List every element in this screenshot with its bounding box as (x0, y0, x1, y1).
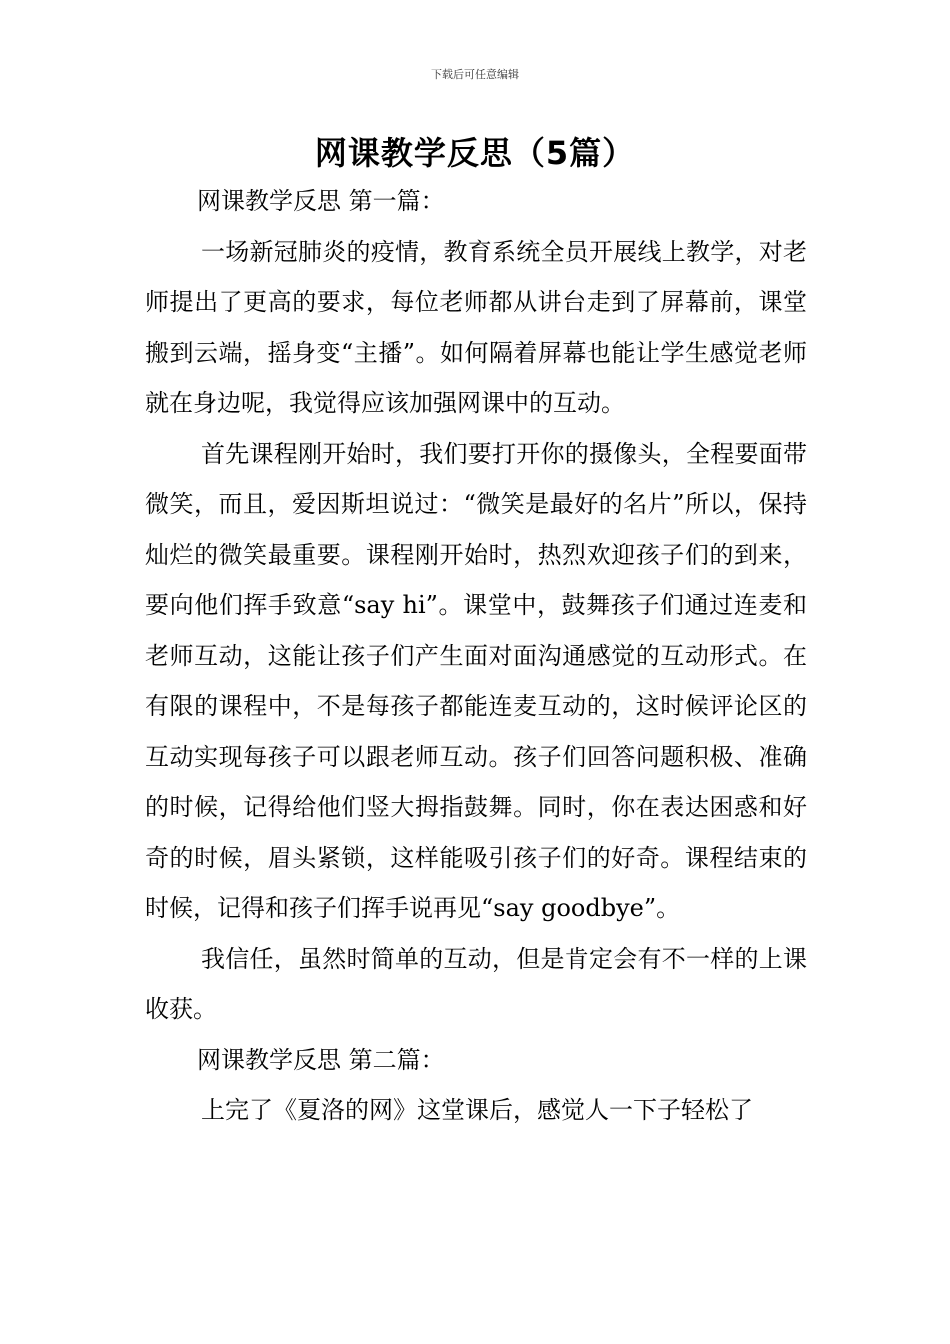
section-heading-1: 网课教学反思 第一篇： (197, 187, 445, 215)
document-title: 网课教学反思（5篇） (314, 134, 636, 172)
section-heading-2: 网课教学反思 第二篇： (197, 1045, 445, 1074)
paragraph-1-1: 一场新冠肺炎的疫情，教育系统全员开展线上教学，对老师提出了更高的要求，每位老师都从讲台走到了屏幕前，课堂搬到云端，摇身变“主播”。如何隔着屏幕也能让学生感觉老师就在身边呢，我觉得应该加强网课中的互动。 (145, 237, 807, 417)
header-note: 下载后可任意编辑 (431, 68, 519, 81)
document-body (145, 176, 807, 1136)
paragraph-1-2: 首先课程刚开始时，我们要打开你的摄像头，全程要面带微笑，而且，爱因斯坦说过：“微笑是最好的名片”所以，保持灿烂的微笑最重要。课程刚开始时，热烈欢迎孩子们的到来，要向他们挥手致意“say hi”。课堂中，鼓舞孩子们通过连麦和老师互动，这能让孩子们产生面对面沟通感觉的互动形式。在有限的课程中，不是每孩子都能连麦互动的，这时候评论区的互动实现每孩子可以跟老师互动。孩子们回答问题积极、准确的时候，记得给他们竖大拇指鼓舞。同时，你在表达困惑和好奇的时候，眉头紧锁，这样能吸引孩子们的好奇。课程结束的时候，记得和孩子们挥手说再见“say goodbye”。 (145, 439, 807, 922)
paragraph-2-1: 上完了《夏洛的网》这堂课后，感觉人一下子轻松了 (201, 1096, 753, 1124)
paragraph-1-3: 我信任，虽然时简单的互动，但是肯定会有不一样的上课收获。 (145, 944, 807, 1023)
